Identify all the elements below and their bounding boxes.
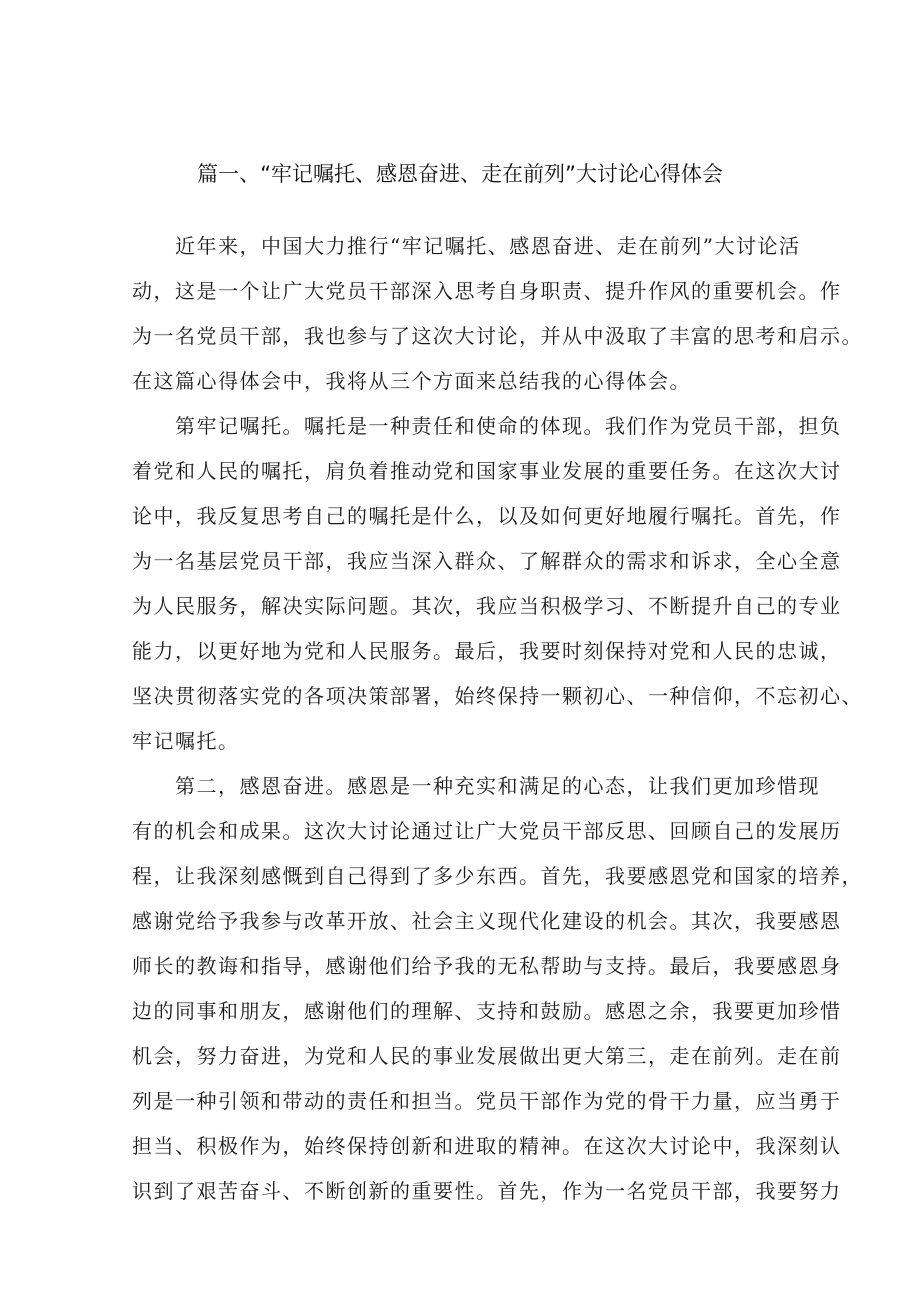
text-line: 程，让我深刻感慨到自己得到了多少东西。首先，我要感恩党和国家的培养，	[132, 864, 863, 888]
text-line: 有的机会和成果。这次大讨论通过让广大党员干部反思、回顾自己的发展历	[132, 819, 842, 843]
document-title: 篇一、“牢记嘱托、感恩奋进、走在前列”大讨论心得体会	[197, 162, 723, 186]
text-line: 第牢记嘱托。嘱托是一种责任和使命的体现。我们作为党员干部，担负	[132, 414, 842, 438]
text-line: 为人民服务，解决实际问题。其次，我应当积极学习、不断提升自己的专业	[132, 594, 842, 618]
text-line: 第二，感恩奋进。感恩是一种充实和满足的心态，让我们更加珍惜现	[132, 774, 820, 798]
text-line: 列是一种引领和带动的责任和担当。党员干部作为党的骨干力量，应当勇于	[132, 1089, 842, 1113]
text-line: 担当、积极作为，始终保持创新和进取的精神。在这次大讨论中，我深刻认	[132, 1134, 842, 1158]
document-body	[132, 224, 863, 1214]
text-line: 识到了艰苦奋斗、不断创新的重要性。首先，作为一名党员干部，我要努力	[132, 1179, 842, 1203]
paragraph	[132, 404, 863, 764]
text-line: 边的同事和朋友，感谢他们的理解、支持和鼓励。感恩之余，我要更加珍惜	[132, 999, 842, 1023]
text-line: 机会，努力奋进，为党和人民的事业发展做出更大第三，走在前列。走在前	[132, 1044, 842, 1068]
paragraph	[132, 764, 863, 1214]
text-line: 在这篇心得体会中，我将从三个方面来总结我的心得体会。	[132, 369, 691, 393]
text-line: 坚决贯彻落实党的各项决策部署，始终保持一颗初心、一种信仰，不忘初心、	[132, 684, 863, 708]
text-line: 感谢党给予我参与改革开放、社会主义现代化建设的机会。其次，我要感恩	[132, 909, 842, 933]
text-line: 着党和人民的嘱托，肩负着推动党和国家事业发展的重要任务。在这次大讨	[132, 459, 842, 483]
text-line: 论中，我反复思考自己的嘱托是什么，以及如何更好地履行嘱托。首先，作	[132, 504, 842, 528]
text-line: 师长的教诲和指导，感谢他们给予我的无私帮助与支持。最后，我要感恩身	[132, 954, 842, 978]
text-line: 为一名党员干部，我也参与了这次大讨论，并从中汲取了丰富的思考和启示。	[132, 324, 863, 348]
text-line: 牢记嘱托。	[132, 729, 240, 753]
text-line: 近年来，中国大力推行“牢记嘱托、感恩奋进、走在前列”大讨论活	[132, 234, 801, 258]
text-line: 动，这是一个让广大党员干部深入思考自身职责、提升作风的重要机会。作	[132, 279, 842, 303]
text-line: 为一名基层党员干部，我应当深入群众、了解群众的需求和诉求，全心全意	[132, 549, 842, 573]
paragraph	[132, 224, 863, 404]
text-line: 能力，以更好地为党和人民服务。最后，我要时刻保持对党和人民的忠诚，	[132, 639, 842, 663]
